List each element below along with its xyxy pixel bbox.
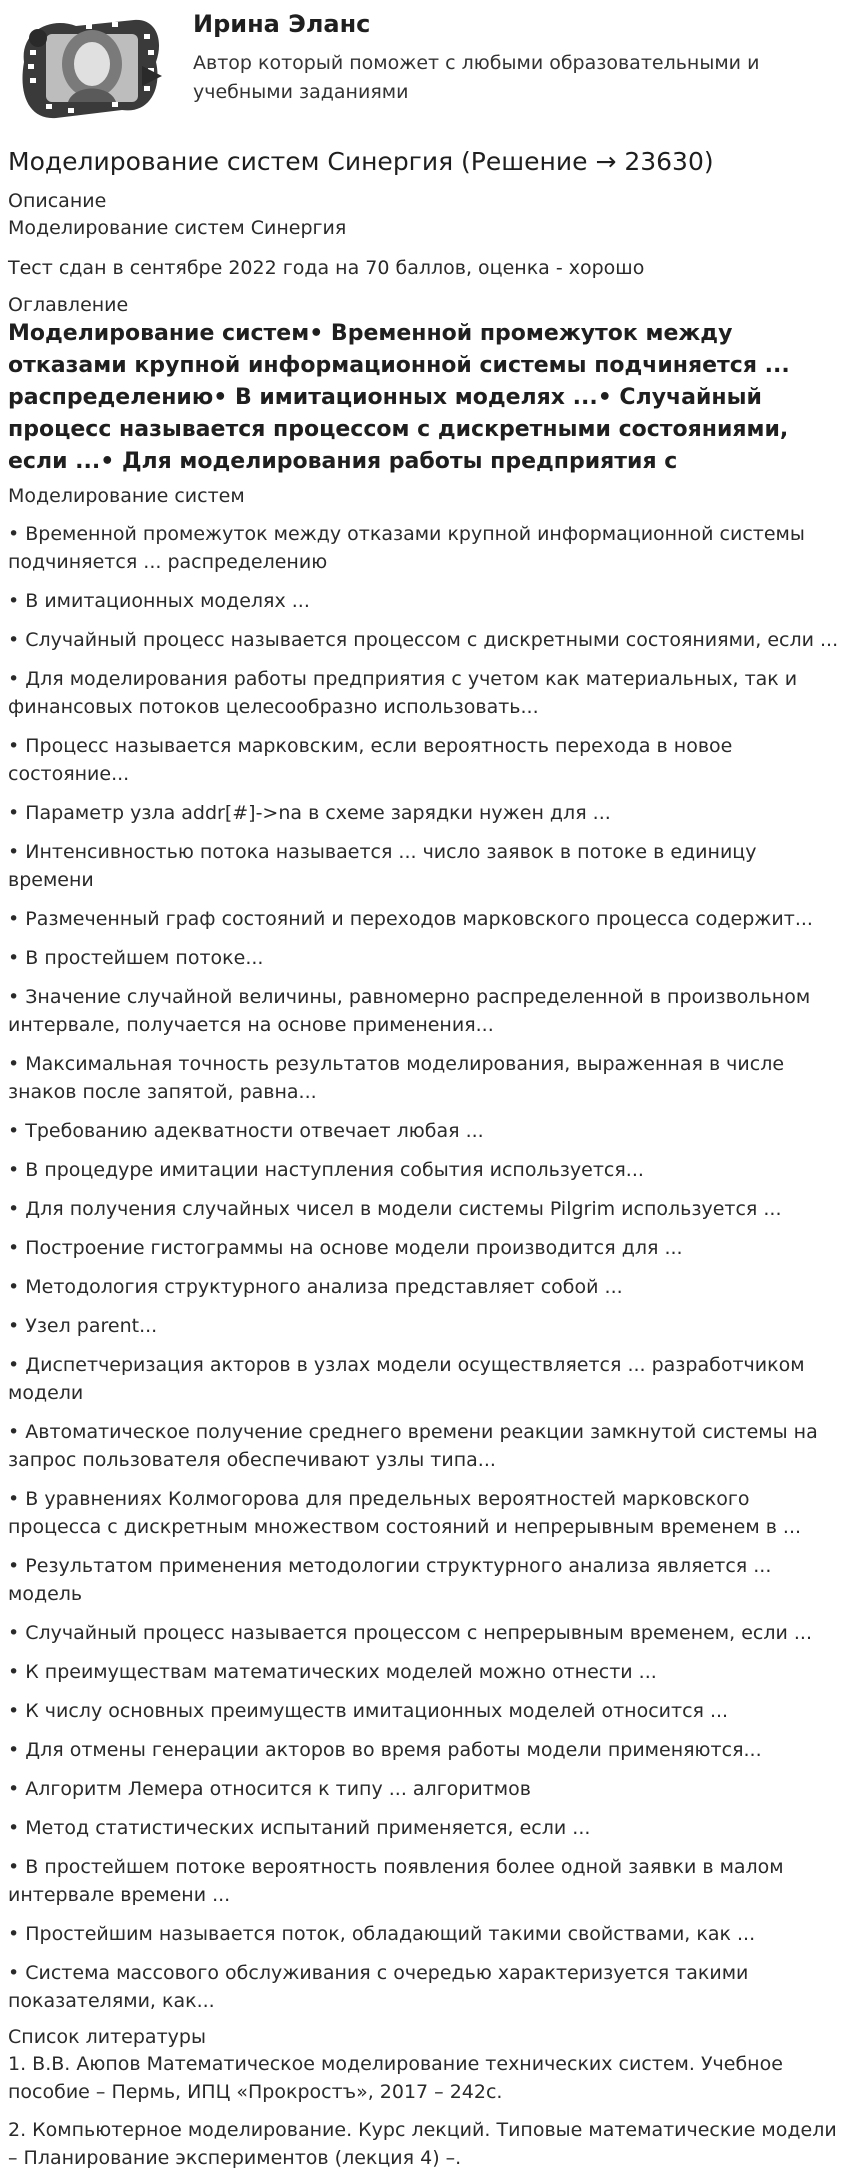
list-item: • К преимуществам математических моделей можно отнести ... <box>8 1661 657 1683</box>
list-item: • Простейшим называется поток, обладающий такими свойствами, как ... <box>8 1923 756 1945</box>
references-section <box>8 2024 839 2172</box>
list-item: • Значение случайной величины, равномерно распределенной в произвольном интервале, получается на основе применения... <box>8 986 811 1036</box>
reference-item: 2. Компьютерное моделирование. Курс лекций. Типовые математические модели – Планирование экспериментов (лекция 4) –. <box>8 2119 837 2169</box>
toc-list <box>8 520 839 2015</box>
list-item: • Для моделирования работы предприятия с учетом как материальных, так и финансовых потоков целесообразно использовать... <box>8 668 798 718</box>
references-label: Список литературы <box>8 2026 206 2048</box>
list-item: • Система массового обслуживания с очередью характеризуется такими показателями, как... <box>8 1962 749 2012</box>
list-item: • В простейшем потоке вероятность появления более одной заявки в малом интервале времени ... <box>8 1856 784 1906</box>
list-item: • К числу основных преимуществ имитационных моделей относится ... <box>8 1700 729 1722</box>
list-item: • Максимальная точность результатов моделирования, выраженная в числе знаков после запятой, равна... <box>8 1053 785 1103</box>
author-avatar[interactable] <box>16 10 166 128</box>
list-item: • Случайный процесс называется процессом с дискретными состояниями, если ... <box>8 629 839 651</box>
list-item: • Автоматическое получение среднего времени реакции замкнутой системы на запрос пользователя обеспечивают узлы типа... <box>8 1421 818 1471</box>
list-item: • Процесс называется марковским, если вероятность перехода в новое состояние... <box>8 735 733 785</box>
list-item: • Временной промежуток между отказами крупной информационной системы подчиняется ... распределению <box>8 523 805 573</box>
toc-heading: Моделирование систем• Временной промежуток между отказами крупной информационной системы подчиняется ... распределению• В имитационных моделях ...• Случайный процесс называется процессом с дискретными состояниями, если ...• Для моделирования работы предприятия с <box>8 321 790 474</box>
list-item: • Алгоритм Лемера относится к типу ... алгоритмов <box>8 1778 531 1800</box>
list-item: • Параметр узла addr[#]->na в схеме зарядки нужен для ... <box>8 802 611 824</box>
list-item: • В уравнениях Колмогорова для предельных вероятностей марковского процесса с дискретным множеством состояний и непрерывным временем в ... <box>8 1488 802 1538</box>
list-item: • Методология структурного анализа представляет собой ... <box>8 1276 623 1298</box>
description-subject: Моделирование систем Синергия <box>8 217 347 239</box>
list-item: • В простейшем потоке... <box>8 947 264 969</box>
list-item: • Результатом применения методологии структурного анализа является ... модель <box>8 1555 772 1605</box>
list-item: • Требованию адекватности отвечает любая ... <box>8 1120 484 1142</box>
list-item: • Диспетчеризация акторов в узлах модели осуществляется ... разработчиком модели <box>8 1354 805 1404</box>
list-item: • Интенсивностью потока называется ... число заявок в потоке в единицу времени <box>8 841 757 891</box>
toc-subject: Моделирование систем <box>8 485 245 507</box>
page-title: Моделирование систем Синергия (Решение → 23630) <box>8 147 714 176</box>
toc-label: Оглавление <box>8 294 129 316</box>
list-item: • Построение гистограммы на основе модели производится для ... <box>8 1237 683 1259</box>
author-description: Автор который поможет с любыми образовательными и учебными заданиями <box>193 52 760 103</box>
list-item: • В процедуре имитации наступления события используется... <box>8 1159 644 1181</box>
list-item: • В имитационных моделях ... <box>8 590 310 612</box>
author-card <box>8 0 839 140</box>
list-item: • Случайный процесс называется процессом с непрерывным временем, если ... <box>8 1622 813 1644</box>
list-item: • Узел parent... <box>8 1315 158 1337</box>
list-item: • Для получения случайных чисел в модели системы Pilgrim используется ... <box>8 1198 782 1220</box>
description-result: Тест сдан в сентябре 2022 года на 70 баллов, оценка - хорошо <box>8 257 645 279</box>
list-item: • Размеченный граф состояний и переходов марковского процесса содержит... <box>8 908 813 930</box>
author-name[interactable]: Ирина Эланс <box>193 10 371 38</box>
list-item: • Для отмены генерации акторов во время работы модели применяются... <box>8 1739 762 1761</box>
toc-section <box>8 292 839 2015</box>
list-item: • Метод статистических испытаний применяется, если ... <box>8 1817 591 1839</box>
description-section <box>8 188 839 282</box>
reference-item: 1. В.В. Аюпов Математическое моделирование технических систем. Учебное пособие – Пермь, ИПЦ «Прокростъ», 2017 – 242с. <box>8 2053 783 2103</box>
description-label: Описание <box>8 190 107 212</box>
references-list <box>8 2050 839 2172</box>
